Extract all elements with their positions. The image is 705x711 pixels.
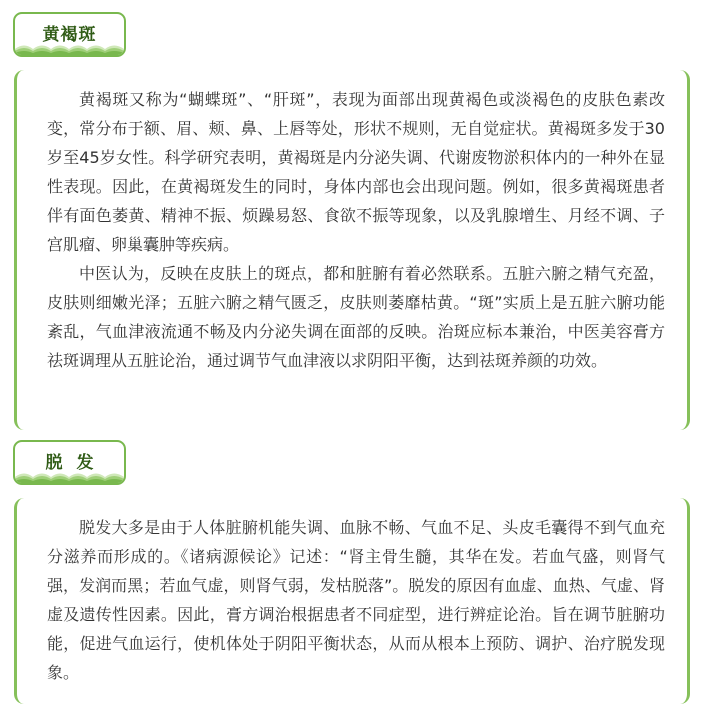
section-content-box (14, 70, 690, 430)
wave-decoration-icon (15, 467, 124, 483)
section-title-tag (13, 12, 126, 57)
section-paragraph: 中医认为，反映在皮肤上的斑点，都和脏腑有着必然联系。五脏六腑之精气充盈，皮肤则细嫩光泽；五脏六腑之精气匮乏，皮肤则萎靡枯黄。“斑”实质上是五脏六腑功能紊乱，气血津液流通不畅及内分泌失调在面部的反映。治斑应标本兼治，中医美容膏方祛斑调理从五脏论治，通过调节气血津液以求阴阳平衡，达到祛斑养颜的功效。 (47, 264, 665, 370)
section-content-box (14, 498, 690, 704)
section-title: 脱发 (45, 453, 108, 473)
section-paragraph: 脱发大多是由于人体脏腑机能失调、血脉不畅、气血不足、头皮毛囊得不到气血充分滋养而形成的。《诸病源候论》记述：“肾主骨生髓，其华在发。若血气盛，则肾气强，发润而黑；若血气虚，则肾气弱，发枯脱落”。脱发的原因有血虚、血热、气虚、肾虚及遗传性因素。因此，膏方调治根据患者不同症型，进行辨症论治。旨在调节脏腑功能，促进气血运行，使机体处于阴阳平衡状态，从而从根本上预防、调护、治疗脱发现象。 (47, 518, 665, 682)
section-paragraph: 黄褐斑又称为“蝴蝶斑”、“肝斑”，表现为面部出现黄褐色或淡褐色的皮肤色素改变，常分布于额、眉、颊、鼻、上唇等处，形状不规则，无自觉症状。黄褐斑多发于30岁至45岁女性。科学研究表明，黄褐斑是内分泌失调、代谢废物淤积体内的一种外在显性表现。因此，在黄褐斑发生的同时，身体内部也会出现问题。例如，很多黄褐斑患者伴有面色萎黄、精神不振、烦躁易怒、食欲不振等现象，以及乳腺增生、月经不调、子宫肌瘤、卵巢囊肿等疾病。 (47, 90, 665, 254)
section-title-tag (13, 440, 126, 485)
wave-decoration-icon (15, 39, 124, 55)
section-title: 黄褐斑 (42, 25, 97, 45)
